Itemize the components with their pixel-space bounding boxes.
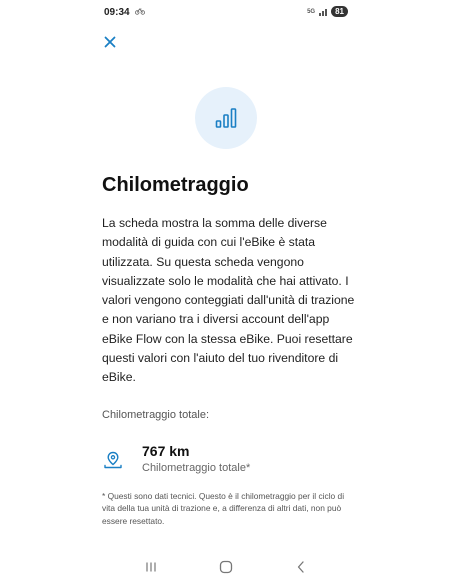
home-button[interactable] [217,558,235,576]
recents-button[interactable] [142,558,160,576]
total-mileage-caption: Chilometraggio totale* [142,462,251,474]
hero-icon-circle [195,87,257,149]
status-time: 09:34 [104,7,130,18]
close-icon [102,34,118,50]
total-mileage-stat [102,443,362,477]
battery-indicator: 81 [331,6,348,17]
home-icon [219,560,233,574]
status-bar [0,0,452,26]
network-label: 5G [307,8,316,15]
page-title: Chilometraggio [102,174,249,196]
system-nav-bar [0,552,452,584]
bike-icon [135,7,145,17]
signal-icon [319,8,327,16]
section-label: Chilometraggio totale: [102,409,210,421]
location-pin-icon [103,450,123,470]
back-icon [295,560,307,574]
close-button[interactable] [102,34,118,50]
footnote-text: * Questi sono dati tecnici. Questo è il chilometraggio per il ciclo di vita della tua unità di trazione e, a differenza di altri dati, non può essere resettato. [102,491,345,526]
bar-chart-icon [213,105,239,131]
back-button[interactable] [292,558,310,576]
status-indicators [307,6,348,17]
description-text: La scheda mostra la somma delle diverse modalità di guida con cui l'eBike è stata utilizzata. Su questa scheda vengono visualizzate solo le modalità che hai attivato. I valori vengono conteggiati dall'unità di trazione e non variano tra i diversi account dell'app eBike Flow con la stessa eBike. Puoi resettare questi valori con l'aiuto del tuo rivenditore di eBike. [102,216,355,385]
recents-icon [144,561,158,573]
total-mileage-value: 767 km [142,443,190,459]
